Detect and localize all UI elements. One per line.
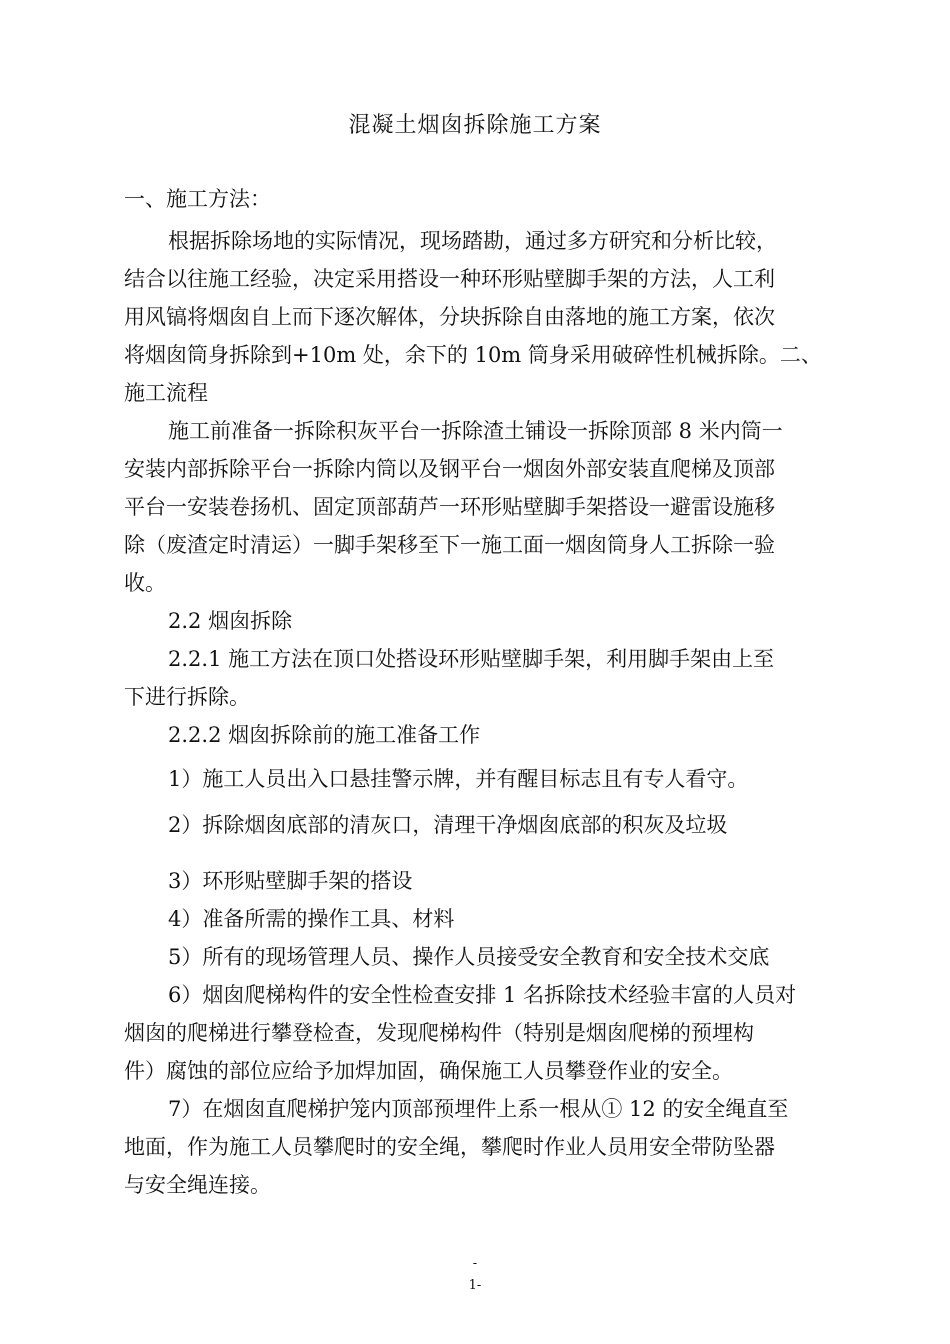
page-title: 混凝土烟囱拆除施工方案 bbox=[348, 113, 602, 138]
paragraph-line: 件）腐蚀的部位应给予加焊加固，确保施工人员攀登作业的安全。 bbox=[124, 1059, 733, 1083]
paragraph-line: 平台一安装卷扬机、固定顶部葫芦一环形贴壁脚手架搭设一避雷设施移 bbox=[124, 495, 775, 519]
subsection-heading: 2.2 烟囱拆除 bbox=[168, 609, 293, 633]
list-item: 3）环形贴壁脚手架的搭设 bbox=[168, 869, 413, 893]
paragraph-line: 根据拆除场地的实际情况，现场踏勘，通过多方研究和分析比较， bbox=[168, 229, 777, 253]
list-item: 1）施工人员出入口悬挂警示牌，并有醒目标志且有专人看守。 bbox=[168, 767, 749, 791]
page-number: 1- bbox=[468, 1278, 482, 1293]
paragraph-line: 施工流程 bbox=[124, 381, 208, 405]
list-item: 6）烟囱爬梯构件的安全性检查安排 1 名拆除技术经验丰富的人员对 bbox=[168, 983, 797, 1007]
paragraph-line: 用风镐将烟囱自上而下逐次解体，分块拆除自由落地的施工方案，依次 bbox=[124, 305, 775, 329]
paragraph-line: 下进行拆除。 bbox=[124, 685, 250, 709]
paragraph-line: 地面，作为施工人员攀爬时的安全绳，攀爬时作业人员用安全带防坠器 bbox=[124, 1135, 775, 1159]
list-item: 2）拆除烟囱底部的清灰口，清理干净烟囱底部的积灰及垃圾 bbox=[168, 813, 728, 837]
paragraph-line: 与安全绳连接。 bbox=[124, 1173, 271, 1197]
paragraph-line: 安装内部拆除平台一拆除内筒以及钢平台一烟囱外部安装直爬梯及顶部 bbox=[124, 457, 775, 481]
paragraph-line: 将烟囱筒身拆除到+10m 处，余下的 10m 筒身采用破碎性机械拆除。二、 bbox=[124, 343, 822, 367]
list-item: 7）在烟囱直爬梯护笼内顶部预埋件上系一根从① 12 的安全绳直至 bbox=[168, 1097, 789, 1121]
paragraph-line: 收。 bbox=[124, 571, 166, 595]
paragraph-line: 烟囱的爬梯进行攀登检查，发现爬梯构件（特别是烟囱爬梯的预埋构 bbox=[124, 1021, 754, 1045]
subsection-heading: 2.2.2 烟囱拆除前的施工准备工作 bbox=[168, 723, 481, 747]
paragraph-line: 2.2.1 施工方法在顶口处搭设环形贴壁脚手架，利用脚手架由上至 bbox=[168, 647, 775, 671]
footer-dash: - bbox=[472, 1256, 478, 1271]
list-item: 4）准备所需的操作工具、材料 bbox=[168, 907, 455, 931]
paragraph-line: 结合以往施工经验，决定采用搭设一种环形贴壁脚手架的方法，人工利 bbox=[124, 267, 775, 291]
section-heading-method: 一、施工方法： bbox=[124, 187, 271, 211]
paragraph-line: 施工前准备一拆除积灰平台一拆除渣土铺设一拆除顶部 8 米内筒一 bbox=[168, 419, 783, 443]
paragraph-line: 除（废渣定时清运）一脚手架移至下一施工面一烟囱筒身人工拆除一验 bbox=[124, 533, 775, 557]
list-item: 5）所有的现场管理人员、操作人员接受安全教育和安全技术交底 bbox=[168, 945, 770, 969]
